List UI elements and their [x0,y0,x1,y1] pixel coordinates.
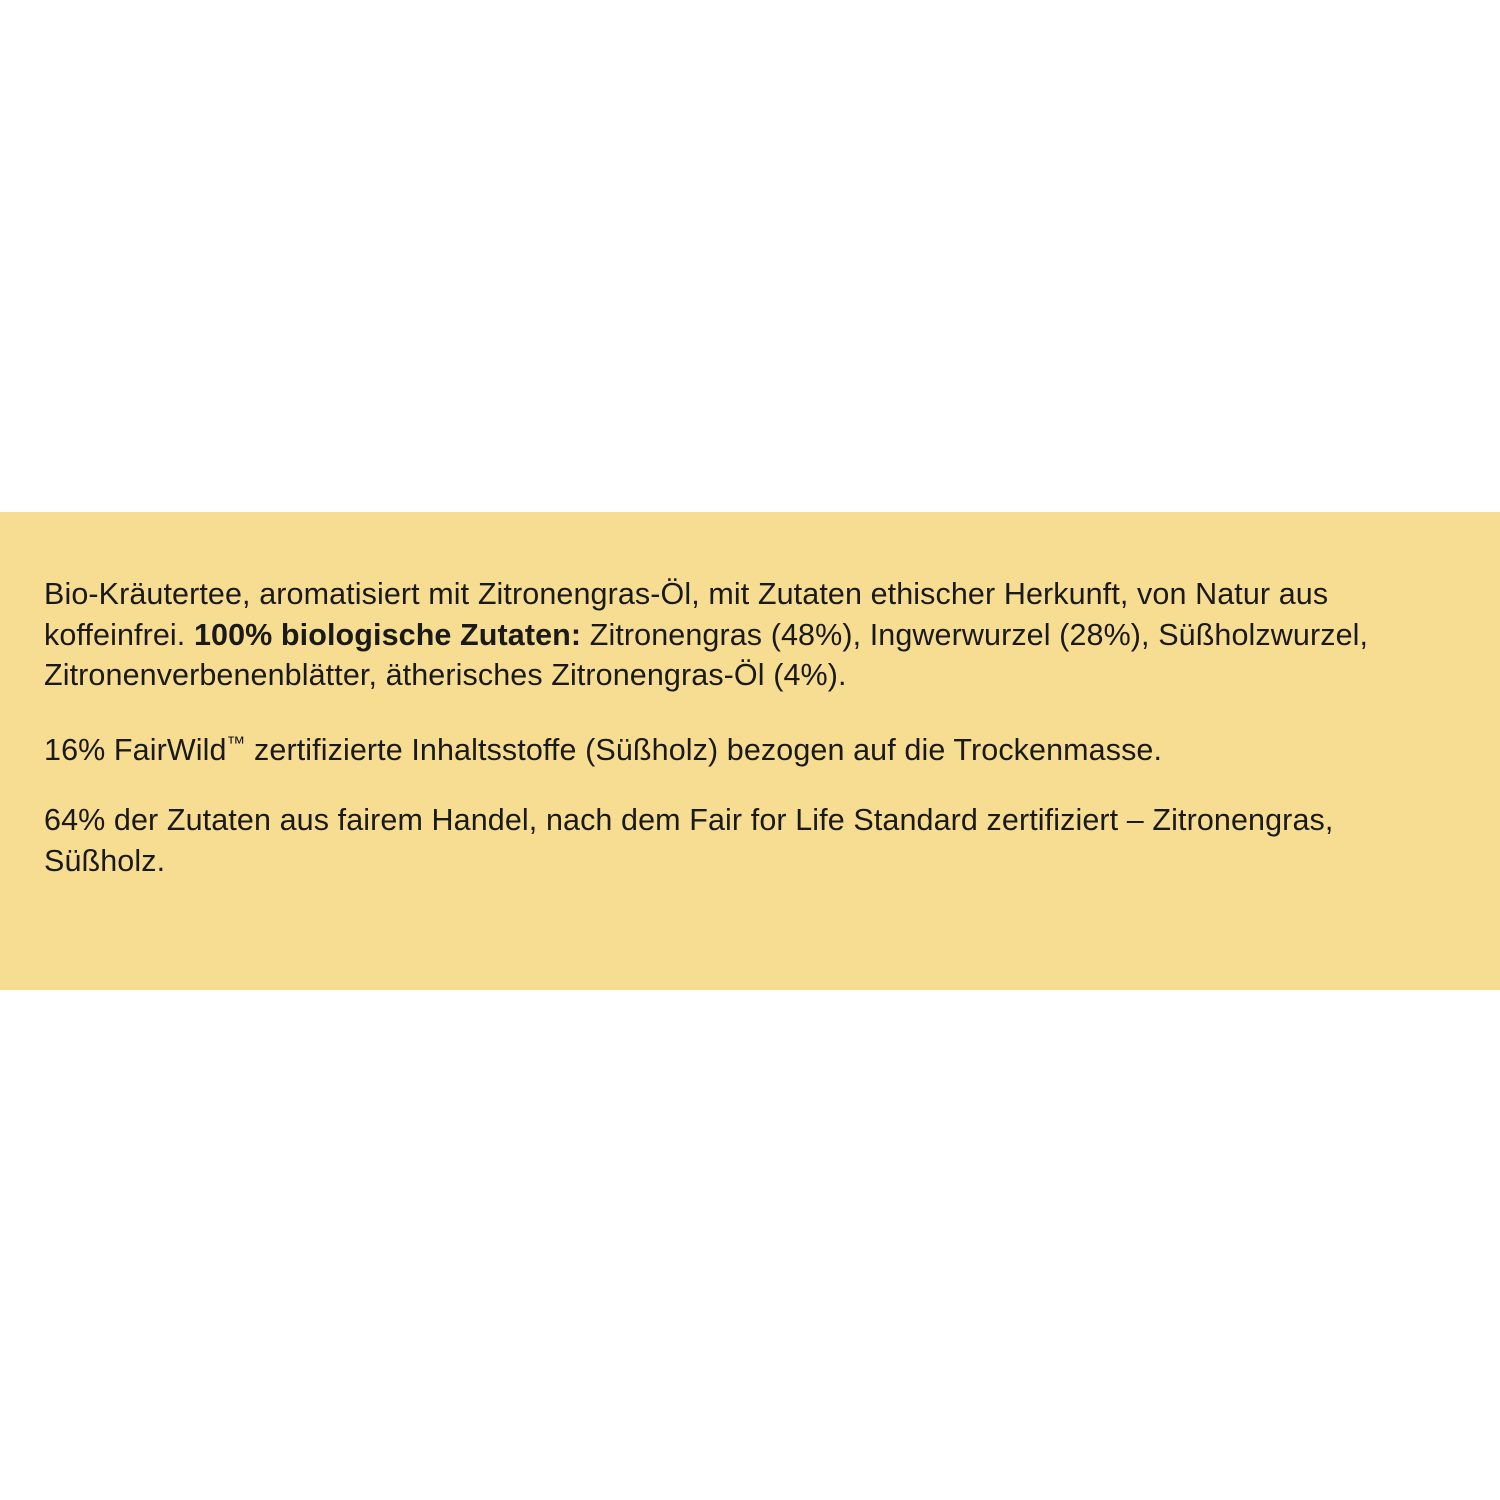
fairtrade-paragraph: 64% der Zutaten aus fairem Handel, nach dem Fair for Life Standard zertifiziert – Zitronengras, Süßholz. [44,803,1334,878]
ingredients-list-text: Zitronengras (48%), Ingwerwurzel (28%), Süßholzwurzel, Zitronenverbenenblätter, ätherisches Zitronengras-Öl (4%). [44,617,1369,693]
fairwild-paragraph [44,730,1404,771]
ingredients-paragraph [44,574,1404,696]
ingredients-text-block [44,574,1440,881]
ingredients-panel [0,512,1500,990]
fairwild-text-pre: 16% FairWild [44,732,227,767]
ingredients-heading-text: 100% biologische Zutaten: [193,617,582,652]
ingredients-intro-text: Bio-Kräutertee, aromatisiert mit Zitronengras-Öl, mit Zutaten ethischer Herkunft, von Natur aus koffeinfrei. [44,577,1329,652]
trademark-symbol: ™ [226,733,246,755]
fairwild-text-post: zertifizierte Inhaltsstoffe (Süßholz) bezogen auf die Trockenmasse. [245,732,1163,767]
